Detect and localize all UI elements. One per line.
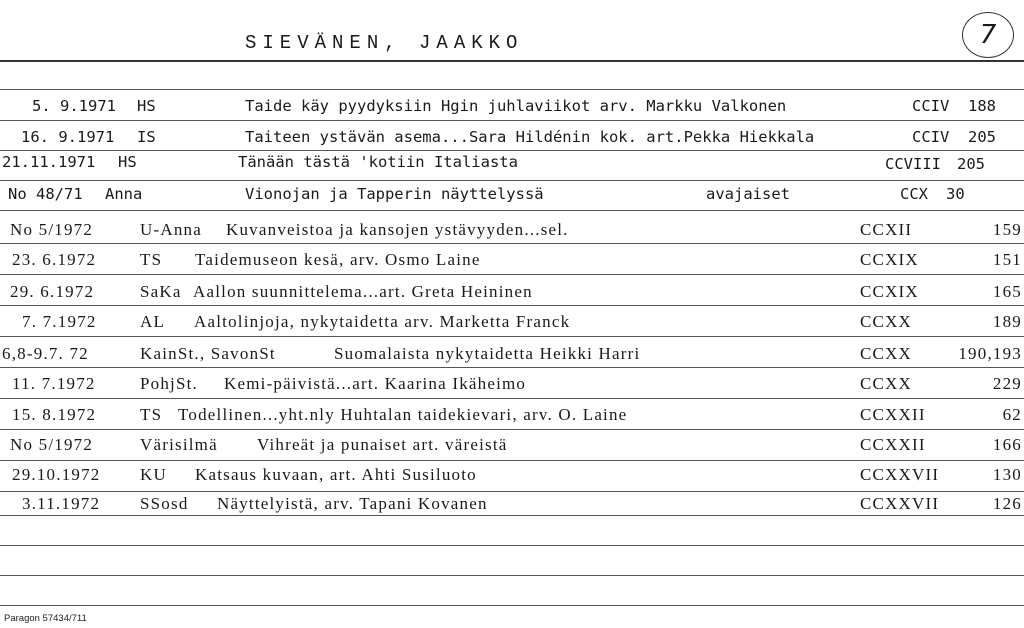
- entry-volume: CCXX: [860, 374, 913, 393]
- entry-text: Kuvanveistoa ja kansojen ystävyyden...sel.: [226, 220, 569, 239]
- entry-source: KainSt., SavonSt: [140, 344, 276, 363]
- entry-source: IS: [137, 128, 156, 146]
- rule-line: [0, 491, 1024, 492]
- entry-date: 23. 6.1972: [12, 250, 97, 269]
- rule-line: [0, 305, 1024, 306]
- entry-page: 165: [992, 282, 1022, 301]
- entry-volume: CCXIX: [860, 250, 919, 269]
- entry-page: 159: [992, 220, 1022, 239]
- entry-date: 29. 6.1972: [10, 282, 95, 301]
- entry-text: Suomalaista nykytaidetta Heikki Harri: [334, 344, 641, 363]
- entry-volume: CCXII: [860, 220, 913, 239]
- entry-source: AL: [140, 312, 166, 331]
- rule-line: [0, 575, 1024, 576]
- entry-page: 188: [968, 97, 996, 115]
- entry-date: 11. 7.1972: [12, 374, 96, 393]
- entry-source: TS: [140, 250, 163, 269]
- entry-date: No 48/71: [8, 185, 83, 203]
- entry-date: No 5/1972: [10, 435, 94, 454]
- rule-line: [0, 243, 1024, 244]
- card-number: 7: [962, 12, 1014, 58]
- rule-line: [0, 545, 1024, 546]
- entry-date: 21.11.1971: [2, 153, 96, 171]
- entry-volume: CCXXVII: [860, 465, 940, 484]
- entry-extra: avajaiset: [706, 185, 790, 203]
- entry-source: Anna: [105, 185, 143, 203]
- entry-source: U-Anna: [140, 220, 202, 239]
- entry-page: 205: [968, 128, 996, 146]
- rule-line: [0, 274, 1024, 275]
- entry-text: Vionojan ja Tapperin näyttelyssä: [245, 185, 544, 203]
- entry-text: Kemi-päivistä...art. Kaarina Ikäheimo: [224, 374, 527, 393]
- entry-text: Näyttelyistä, arv. Tapani Kovanen: [217, 494, 488, 513]
- entry-source: TS: [140, 405, 163, 424]
- entry-source: HS: [118, 153, 137, 171]
- entry-page: 189: [992, 312, 1022, 331]
- entry-page: 229: [992, 374, 1022, 393]
- entry-date: 16. 9.1971: [21, 128, 115, 146]
- entry-volume: CCXXII: [860, 405, 926, 424]
- rule-line: [0, 460, 1024, 461]
- rule-line: [0, 515, 1024, 516]
- entry-page: 166: [992, 435, 1022, 454]
- entry-volume: CCXIX: [860, 282, 919, 301]
- entry-text: Vihreät ja punaiset art. väreistä: [257, 435, 508, 454]
- entry-text: Aaltolinjoja, nykytaidetta arv. Marketta Franck: [194, 312, 571, 331]
- rule-line: [0, 336, 1024, 337]
- entry-page: 205: [957, 155, 985, 173]
- entry-text: Aallon suunnittelema...art. Greta Heininen: [193, 282, 533, 301]
- entry-date: 3.11.1972: [22, 494, 101, 513]
- rule-line: [0, 60, 1024, 62]
- entry-source: HS: [137, 97, 156, 115]
- entry-text: Taiteen ystävän asema...Sara Hildénin kok. art.Pekka Hiekkala: [245, 128, 815, 146]
- entry-text: Tänään tästä 'kotiin Italiasta: [238, 153, 518, 171]
- entry-date: No 5/1972: [10, 220, 94, 239]
- entry-volume: CCXX: [860, 344, 913, 363]
- entry-page: 190,193: [958, 344, 1022, 363]
- entry-volume: CCXXVII: [860, 494, 940, 513]
- rule-line: [0, 429, 1024, 430]
- printer-mark: Paragon 57434/711: [4, 613, 87, 624]
- rule-line: [0, 210, 1024, 211]
- rule-line: [0, 398, 1024, 399]
- rule-line: [0, 180, 1024, 181]
- entry-text: Taidemuseon kesä, arv. Osmo Laine: [195, 250, 481, 269]
- entry-date: 29.10.1972: [12, 465, 101, 484]
- entry-volume: CCVIII: [885, 155, 941, 173]
- entry-page: 62: [1002, 405, 1022, 424]
- card-title: SIEVÄNEN, JAAKKO: [245, 32, 524, 54]
- rule-line: [0, 89, 1024, 90]
- rule-line: [0, 367, 1024, 368]
- entry-text: Taide käy pyydyksiin Hgin juhlaviikot arv. Markku Valkonen: [245, 97, 787, 115]
- entry-date: 15. 8.1972: [12, 405, 97, 424]
- entry-source: SaKa: [140, 282, 182, 301]
- entry-page: 30: [946, 185, 965, 203]
- entry-date: 6,8-9.7. 72: [2, 344, 89, 363]
- entry-page: 130: [992, 465, 1022, 484]
- entry-source: KU: [140, 465, 167, 484]
- entry-page: 151: [992, 250, 1022, 269]
- entry-source: SSosd: [140, 494, 189, 513]
- entry-date: 7. 7.1972: [22, 312, 97, 331]
- entry-source: PohjSt.: [140, 374, 199, 393]
- entry-text: Katsaus kuvaan, art. Ahti Susiluoto: [195, 465, 477, 484]
- entry-volume: CCIV: [912, 128, 950, 146]
- entry-volume: CCX: [900, 185, 928, 203]
- rule-line: [0, 150, 1024, 151]
- entry-volume: CCXXII: [860, 435, 926, 454]
- entry-volume: CCIV: [912, 97, 950, 115]
- rule-line: [0, 605, 1024, 606]
- rule-line: [0, 120, 1024, 121]
- entry-volume: CCXX: [860, 312, 913, 331]
- entry-date: 5. 9.1971: [32, 97, 116, 115]
- entry-text: Todellinen...yht.nly Huhtalan taidekievari, arv. O. Laine: [178, 405, 628, 424]
- entry-page: 126: [992, 494, 1022, 513]
- entry-source: Värisilmä: [140, 435, 218, 454]
